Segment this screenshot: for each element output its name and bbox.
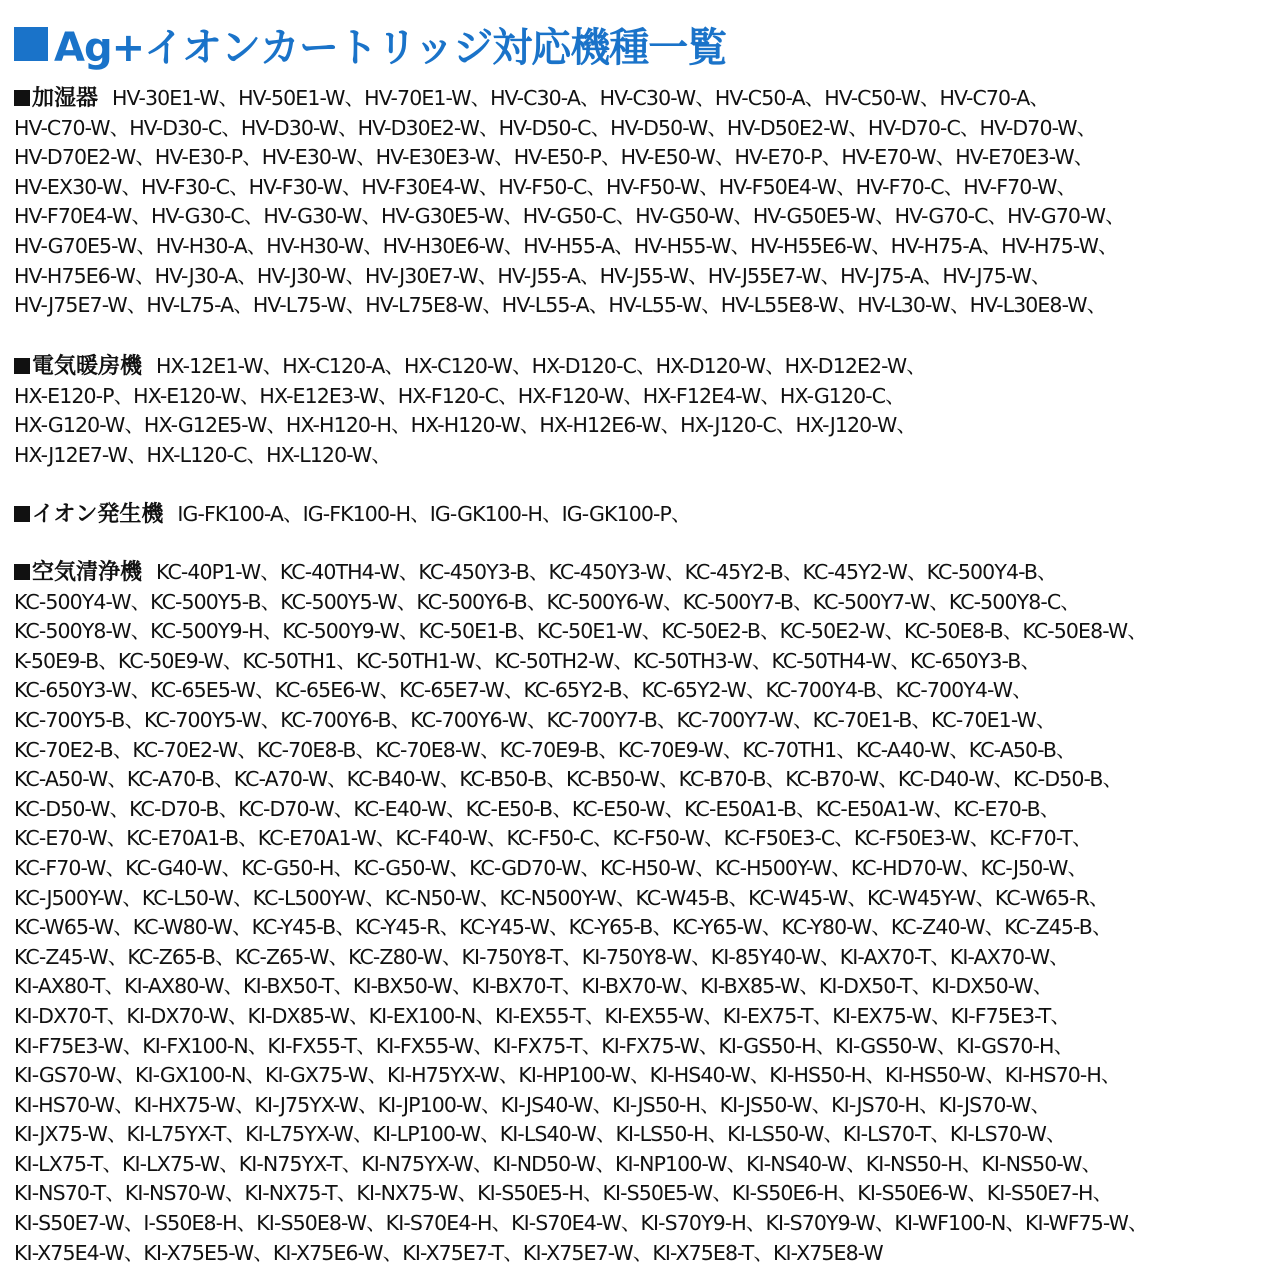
heading-square-icon bbox=[14, 90, 30, 106]
section-electric-heater bbox=[14, 352, 1272, 470]
model-list-line bbox=[14, 884, 1272, 914]
model-list-line bbox=[14, 1239, 1272, 1269]
heading-square-icon bbox=[14, 358, 30, 374]
model-list-line bbox=[14, 647, 1272, 677]
model-list-line bbox=[14, 943, 1272, 973]
section-heading bbox=[14, 560, 142, 585]
model-list-line bbox=[14, 1120, 1272, 1150]
model-list-text: HV-EX30-W、HV-F30-C、HV-F30-W、HV-F30E4-W、HV-F50-C、HV-F50-W、HV-F50E4-W、HV-F70-C、HV-F70-W、 bbox=[14, 174, 1077, 199]
model-list-line bbox=[14, 1091, 1272, 1121]
model-list-text: KC-J500Y-W、KC-L50-W、KC-L500Y-W、KC-N50-W、KC-N500Y-W、KC-W45-B、KC-W45-W、KC-W45Y-W、KC-W65-R、 bbox=[14, 885, 1109, 910]
model-list-line bbox=[14, 262, 1272, 292]
model-list-text: HV-F70E4-W、HV-G30-C、HV-G30-W、HV-G30E5-W、HV-G50-C、HV-G50-W、HV-G50E5-W、HV-G70-C、HV-G70-W、 bbox=[14, 204, 1125, 229]
model-list-line bbox=[14, 1002, 1272, 1032]
model-list-line bbox=[14, 1061, 1272, 1091]
model-list-line bbox=[14, 500, 1272, 530]
model-list-text: KI-F75E3-W、KI-FX100-N、KI-FX55-T、KI-FX55-W、KI-FX75-T、KI-FX75-W、KI-GS50-H、KI-GS50-W、KI-GS70-H、 bbox=[14, 1033, 1074, 1058]
model-list-text: HV-G70E5-W、HV-H30-A、HV-H30-W、HV-H30E6-W、HV-H55-A、HV-H55-W、HV-H55E6-W、HV-H75-A、HV-H75-W、 bbox=[14, 233, 1118, 258]
model-list-text: KC-700Y5-B、KC-700Y5-W、KC-700Y6-B、KC-700Y6-W、KC-700Y7-B、KC-700Y7-W、KC-70E1-B、KC-70E1-W、 bbox=[14, 707, 1056, 732]
heading-square-icon bbox=[14, 564, 30, 580]
model-list-text: KI-HS70-W、KI-HX75-W、KI-J75YX-W、KI-JP100-W、KI-JS40-W、KI-JS50-H、KI-JS50-W、KI-JS70-H、KI-JS70-W、 bbox=[14, 1092, 1051, 1117]
section-humidifier bbox=[14, 84, 1272, 321]
model-list-text: IG-FK100-A、IG-FK100-H、IG-GK100-H、IG-GK100-P、 bbox=[177, 502, 691, 526]
model-list-line bbox=[14, 173, 1272, 203]
model-list-text: KI-LX75-T、KI-LX75-W、KI-N75YX-T、KI-N75YX-W、KI-ND50-W、KI-NP100-W、KI-NS40-W、KI-NS50-H、KI-NS50-W、 bbox=[14, 1151, 1102, 1176]
model-list-line bbox=[14, 411, 1272, 441]
model-list-line bbox=[14, 706, 1272, 736]
model-list-line bbox=[14, 854, 1272, 884]
model-list-text: K-50E9-B、KC-50E9-W、KC-50TH1、KC-50TH1-W、KC-50TH2-W、KC-50TH3-W、KC-50TH4-W、KC-650Y3-B、 bbox=[14, 648, 1041, 673]
model-list-line bbox=[14, 202, 1272, 232]
model-list-line bbox=[14, 1032, 1272, 1062]
model-list-text: KC-70E2-B、KC-70E2-W、KC-70E8-B、KC-70E8-W、KC-70E9-B、KC-70E9-W、KC-70TH1、KC-A40-W、KC-A50-B、 bbox=[14, 737, 1076, 762]
model-list-text: KI-GS70-W、KI-GX100-N、KI-GX75-W、KI-H75YX-W、KI-HP100-W、KI-HS40-W、KI-HS50-H、KI-HS50-W、KI-HS70-H、 bbox=[14, 1063, 1121, 1088]
model-list-text: HX-12E1-W、HX-C120-A、HX-C120-W、HX-D120-C、HX-D120-W、HX-D12E2-W、 bbox=[156, 354, 926, 378]
model-list-text: KI-S50E7-W、I-S50E8-H、KI-S50E8-W、KI-S70E4-H、KI-S70E4-W、KI-S70Y9-H、KI-S70Y9-W、KI-WF100-N、KI-WF75-W、 bbox=[14, 1211, 1148, 1236]
model-list-text: KC-500Y4-W、KC-500Y5-B、KC-500Y5-W、KC-500Y6-B、KC-500Y6-W、KC-500Y7-B、KC-500Y7-W、KC-500Y8-C、 bbox=[14, 589, 1080, 614]
section-air-purifier bbox=[14, 558, 1272, 1268]
model-list-line bbox=[14, 588, 1272, 618]
model-list-line bbox=[14, 765, 1272, 795]
section-heading-text: イオン発生機 bbox=[32, 502, 164, 527]
model-list-text: KC-A50-W、KC-A70-B、KC-A70-W、KC-B40-W、KC-B50-B、KC-B50-W、KC-B70-B、KC-B70-W、KC-D40-W、KC-D50-B、 bbox=[14, 767, 1123, 792]
model-list-line bbox=[14, 1179, 1272, 1209]
model-list-text: HV-C70-W、HV-D30-C、HV-D30-W、HV-D30E2-W、HV-D50-C、HV-D50-W、HV-D50E2-W、HV-D70-C、HV-D70-W、 bbox=[14, 115, 1097, 140]
model-list-text: KI-DX70-T、KI-DX70-W、KI-DX85-W、KI-EX100-N、KI-EX55-T、KI-EX55-W、KI-EX75-T、KI-EX75-W、KI-F75E3-T、 bbox=[14, 1003, 1070, 1028]
model-list-line bbox=[14, 232, 1272, 262]
model-list-line bbox=[14, 143, 1272, 173]
title-text: Ag+イオンカートリッジ対応機種一覧 bbox=[54, 24, 727, 71]
section-heading-text: 電気暖房機 bbox=[32, 354, 143, 379]
page-title bbox=[14, 14, 726, 74]
model-list-text: KI-X75E4-W、KI-X75E5-W、KI-X75E6-W、KI-X75E7-T、KI-X75E7-W、KI-X75E8-T、KI-X75E8-W bbox=[14, 1240, 883, 1265]
model-list-text: KC-Z45-W、KC-Z65-B、KC-Z65-W、KC-Z80-W、KI-750Y8-T、KI-750Y8-W、KI-85Y40-W、KI-AX70-T、KI-AX70-W、 bbox=[14, 944, 1069, 969]
model-list-line bbox=[14, 114, 1272, 144]
model-list-line bbox=[14, 1150, 1272, 1180]
section-heading bbox=[14, 354, 142, 379]
model-list-text: HX-G120-W、HX-G12E5-W、HX-H120-H、HX-H120-W、HX-H12E6-W、HX-J120-C、HX-J120-W、 bbox=[14, 413, 916, 438]
model-list-text: KC-40P1-W、KC-40TH4-W、KC-450Y3-B、KC-450Y3-W、KC-45Y2-B、KC-45Y2-W、KC-500Y4-B、 bbox=[156, 560, 1057, 584]
section-heading-text: 空気清浄機 bbox=[32, 560, 143, 585]
model-list-text: KC-F70-W、KC-G40-W、KC-G50-H、KC-G50-W、KC-GD70-W、KC-H50-W、KC-H500Y-W、KC-HD70-W、KC-J50-W、 bbox=[14, 855, 1088, 880]
model-list-line bbox=[14, 291, 1272, 321]
model-list-text: KC-650Y3-W、KC-65E5-W、KC-65E6-W、KC-65E7-W、KC-65Y2-B、KC-65Y2-W、KC-700Y4-B、KC-700Y4-W、 bbox=[14, 678, 1032, 703]
model-list-line bbox=[14, 795, 1272, 825]
section-heading bbox=[14, 502, 163, 527]
model-list-line bbox=[14, 617, 1272, 647]
model-list-text: KC-D50-W、KC-D70-B、KC-D70-W、KC-E40-W、KC-E50-B、KC-E50-W、KC-E50A1-B、KC-E50A1-W、KC-E70-B、 bbox=[14, 796, 1060, 821]
model-list-text: HV-J75E7-W、HV-L75-A、HV-L75-W、HV-L75E8-W、HV-L55-A、HV-L55-W、HV-L55E8-W、HV-L30-W、HV-L30E8-W、 bbox=[14, 293, 1107, 318]
model-list-line bbox=[14, 972, 1272, 1002]
model-list-text: HX-E120-P、HX-E120-W、HX-E12E3-W、HX-F120-C、HX-F120-W、HX-F12E4-W、HX-G120-C、 bbox=[14, 383, 905, 408]
model-list-text: KC-E70-W、KC-E70A1-B、KC-E70A1-W、KC-F40-W、KC-F50-C、KC-F50-W、KC-F50E3-C、KC-F50E3-W、KC-F70-T、 bbox=[14, 826, 1092, 851]
title-square-icon bbox=[14, 27, 48, 61]
model-list-text: HV-H75E6-W、HV-J30-A、HV-J30-W、HV-J30E7-W、HV-J55-A、HV-J55-W、HV-J55E7-W、HV-J75-A、HV-J75-W、 bbox=[14, 263, 1051, 288]
model-list-line bbox=[14, 84, 1272, 114]
model-list-line bbox=[14, 736, 1272, 766]
model-list-text: HV-D70E2-W、HV-E30-P、HV-E30-W、HV-E30E3-W、HV-E50-P、HV-E50-W、HV-E70-P、HV-E70-W、HV-E70E3-W、 bbox=[14, 145, 1094, 170]
model-list-line bbox=[14, 1209, 1272, 1239]
model-list-text: KI-NS70-T、KI-NS70-W、KI-NX75-T、KI-NX75-W、KI-S50E5-H、KI-S50E5-W、KI-S50E6-H、KI-S50E6-W、KI-S50E7-H、 bbox=[14, 1181, 1113, 1206]
model-list-line bbox=[14, 352, 1272, 382]
section-heading bbox=[14, 86, 98, 111]
section-ion-generator bbox=[14, 500, 1272, 530]
section-heading-text: 加湿器 bbox=[32, 86, 99, 111]
model-list-line bbox=[14, 824, 1272, 854]
model-list-line bbox=[14, 558, 1272, 588]
model-list-text: HV-30E1-W、HV-50E1-W、HV-70E1-W、HV-C30-A、HV-C30-W、HV-C50-A、HV-C50-W、HV-C70-A、 bbox=[112, 86, 1049, 110]
model-list-text: HX-J12E7-W、HX-L120-C、HX-L120-W、 bbox=[14, 442, 391, 467]
model-list-line bbox=[14, 382, 1272, 412]
model-list-line bbox=[14, 441, 1272, 471]
model-list-line bbox=[14, 676, 1272, 706]
model-list-text: KC-W65-W、KC-W80-W、KC-Y45-B、KC-Y45-R、KC-Y45-W、KC-Y65-B、KC-Y65-W、KC-Y80-W、KC-Z40-W、KC-Z45-B、 bbox=[14, 915, 1112, 940]
model-list-text: KI-AX80-T、KI-AX80-W、KI-BX50-T、KI-BX50-W、KI-BX70-T、KI-BX70-W、KI-BX85-W、KI-DX50-T、KI-DX50-W、 bbox=[14, 974, 1053, 999]
model-list-text: KC-500Y8-W、KC-500Y9-H、KC-500Y9-W、KC-50E1-B、KC-50E1-W、KC-50E2-B、KC-50E2-W、KC-50E8-B、KC-50E8-W、 bbox=[14, 619, 1147, 644]
model-list-text: KI-JX75-W、KI-L75YX-T、KI-L75YX-W、KI-LP100-W、KI-LS40-W、KI-LS50-H、KI-LS50-W、KI-LS70-T、KI-LS70-W、 bbox=[14, 1122, 1066, 1147]
model-list-line bbox=[14, 913, 1272, 943]
heading-square-icon bbox=[14, 506, 30, 522]
